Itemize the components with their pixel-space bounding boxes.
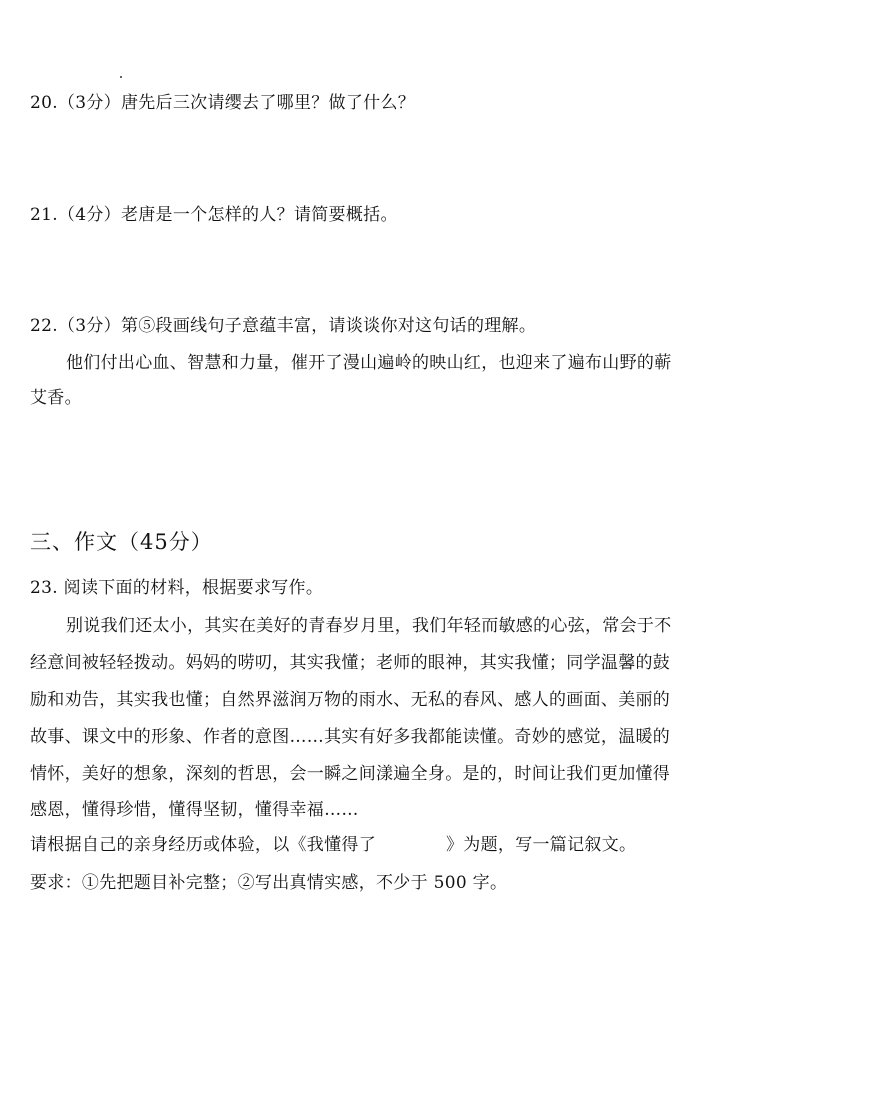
material-line: 故事、课文中的形象、作者的意图……其实有好多我都能读懂。奇妙的感觉，温暖的 xyxy=(30,727,671,747)
material-line: 别说我们还太小，其实在美好的青春岁月里，我们年轻而敏感的心弦，常会于不 xyxy=(66,616,672,636)
question-22: 22.（3分）第⑤段画线句子意蕴丰富，请谈谈你对这句话的理解。 xyxy=(30,316,537,336)
material-line: 励和劝告，其实我也懂；自然界滋润万物的雨水、无私的春风、感人的画面、美丽的 xyxy=(30,690,671,710)
question-21: 21.（4分）老唐是一个怎样的人？请简要概括。 xyxy=(30,205,398,225)
material-line: 经意间被轻轻拨动。妈妈的唠叨，其实我懂；老师的眼神，其实我懂；同学温馨的鼓 xyxy=(30,653,671,673)
scan-speck xyxy=(120,76,122,78)
section-title-composition: 三、作文（45分） xyxy=(30,530,213,554)
composition-requirement: 要求：①先把题目补完整；②写出真情实感，不少于 500 字。 xyxy=(30,873,508,893)
question-20: 20.（3分）唐先后三次请缨去了哪里？做了什么？ xyxy=(30,93,416,113)
composition-prompt-part-2: 》为题，写一篇记叙文。 xyxy=(446,835,637,855)
composition-prompt xyxy=(30,834,636,856)
composition-prompt-part-1: 请根据自己的亲身经历或体验，以《我懂得了 xyxy=(30,835,376,855)
question-22-quote-line-1: 他们付出心血、智慧和力量，催开了漫山遍岭的映山红，也迎来了遍布山野的蕲 xyxy=(66,353,672,373)
question-22-quote-line-2: 艾香。 xyxy=(30,388,82,408)
question-23-header: 23. 阅读下面的材料，根据要求写作。 xyxy=(30,578,324,598)
material-line: 感恩，懂得珍惜，懂得坚韧，懂得幸福…… xyxy=(30,800,359,820)
material-line: 情怀，美好的想象，深刻的哲思，会一瞬之间漾遍全身。是的，时间让我们更加懂得 xyxy=(30,764,671,784)
